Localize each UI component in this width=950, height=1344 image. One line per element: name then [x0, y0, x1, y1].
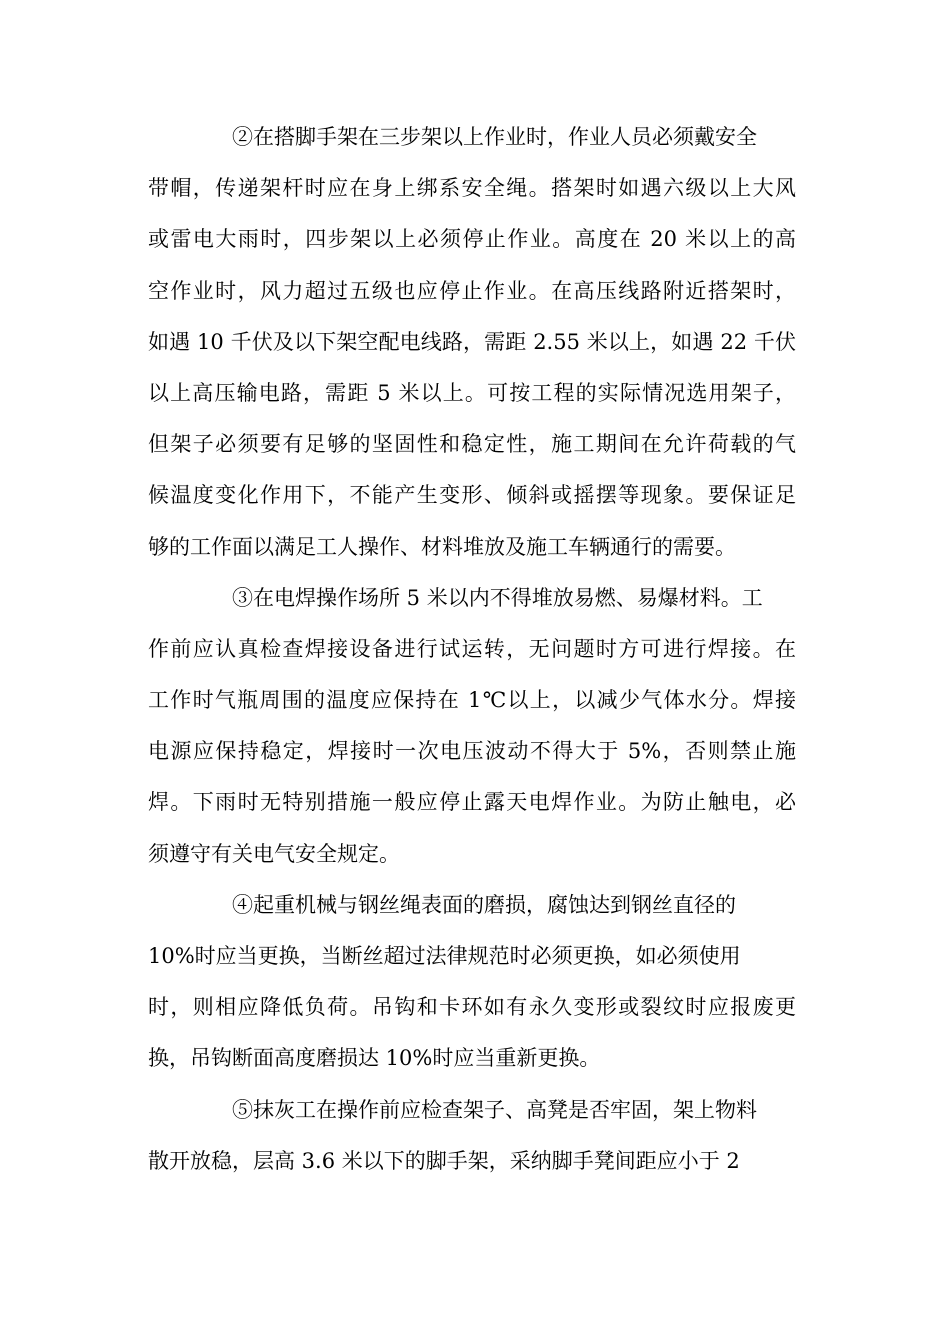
paragraph-line: 空作业时，风力超过五级也应停止作业。在高压线路附近搭架时，: [148, 278, 796, 303]
paragraph-line: 以上高压输电路，需距 5 米以上。可按工程的实际情况选用架子，: [148, 380, 796, 405]
paragraph-line: ③在电焊操作场所 5 米以内不得堆放易燃、易爆材料。工: [232, 585, 763, 610]
paragraph-line: ②在搭脚手架在三步架以上作业时，作业人员必须戴安全: [232, 125, 757, 149]
paragraph-line: 如遇 10 千伏及以下架空配电线路，需距 2.55 米以上，如遇 22 千伏: [148, 329, 796, 354]
paragraph-line: 时，则相应降低负荷。吊钩和卡环如有永久变形或裂纹时应报废更: [148, 995, 796, 1020]
paragraph-line: 换，吊钩断面高度磨损达 10%时应当重新更换。: [148, 1046, 601, 1071]
paragraph-line: 焊。下雨时无特别措施一般应停止露天电焊作业。为防止触电，必: [148, 790, 796, 815]
paragraph-line: 或雷电大雨时，四步架以上必须停止作业。高度在 20 米以上的高: [148, 227, 796, 252]
paragraph-line: 作前应认真检查焊接设备进行试运转，无问题时方可进行焊接。在: [148, 636, 796, 661]
paragraph-line: ⑤抹灰工在操作前应检查架子、高凳是否牢固，架上物料: [232, 1097, 757, 1122]
paragraph-line: 散开放稳，层高 3.6 米以下的脚手架，采纳脚手凳间距应小于 2: [148, 1148, 740, 1173]
paragraph-line: 须遵守有关电气安全规定。: [148, 841, 400, 866]
paragraph-line: 电源应保持稳定，焊接时一次电压波动不得大于 5%，否则禁止施: [148, 739, 796, 764]
paragraph-welding: [148, 573, 796, 880]
paragraph-line: 候温度变化作用下，不能产生变形、倾斜或摇摆等现象。要保证足: [148, 483, 796, 508]
paragraph-line: 够的工作面以满足工人操作、材料堆放及施工车辆通行的需要。: [148, 534, 736, 559]
document-body: [148, 112, 796, 1187]
paragraph-line: 但架子必须要有足够的坚固性和稳定性，施工期间在允许荷载的气: [148, 432, 796, 457]
paragraph-line: 工作时气瓶周围的温度应保持在 1℃以上，以减少气体水分。焊接: [148, 688, 796, 713]
paragraph-line: 带帽，传递架杆时应在身上绑系安全绳。搭架时如遇六级以上大风: [148, 176, 796, 201]
paragraph-line: ④起重机械与钢丝绳表面的磨损，腐蚀达到钢丝直径的: [232, 892, 736, 917]
paragraph-lifting: [148, 880, 796, 1085]
paragraph-scaffolding: [148, 112, 796, 573]
paragraph-line: 10%时应当更换，当断丝超过法律规范时必须更换，如必须使用: [148, 944, 741, 968]
paragraph-plastering: [148, 1085, 796, 1187]
